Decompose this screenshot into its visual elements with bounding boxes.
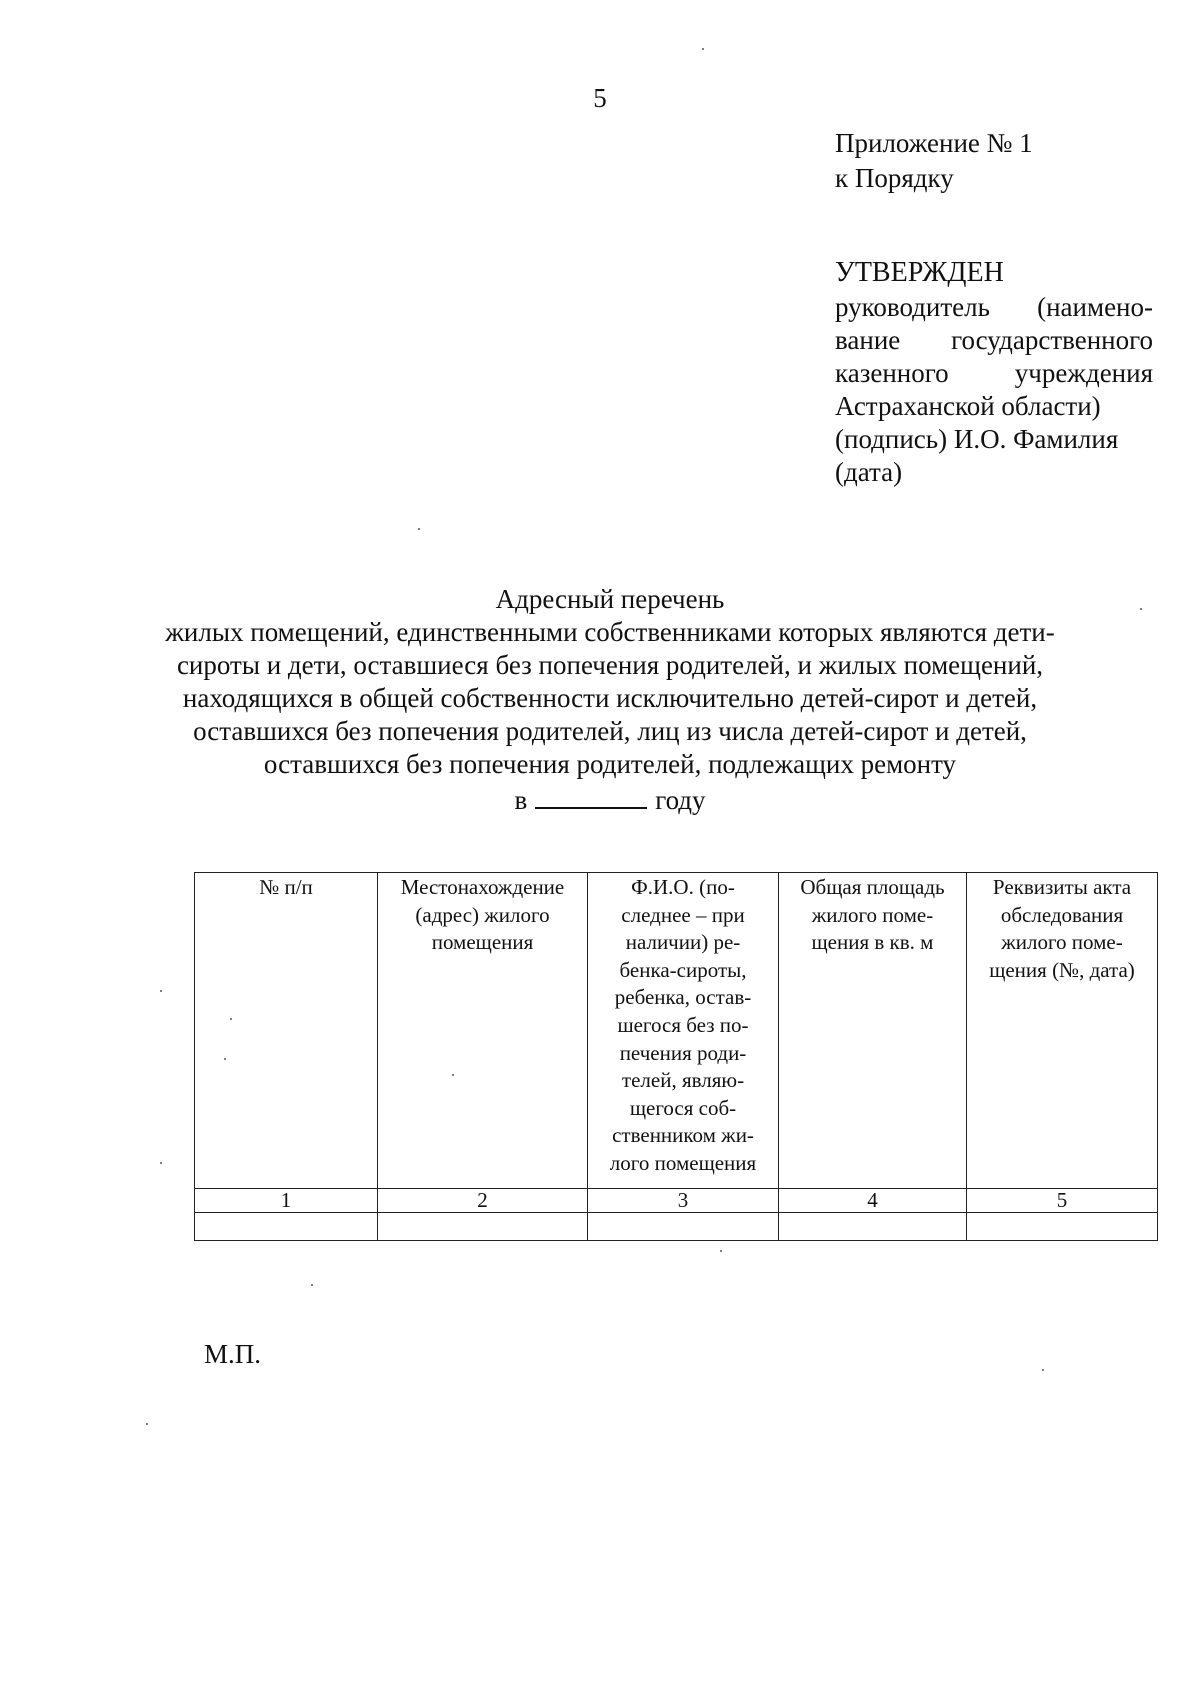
approval-line-1-b: (наимено- xyxy=(1037,292,1153,322)
table-cell xyxy=(195,1213,378,1241)
title-line-6: оставшихся без попечения родителей, подлежащих ремонту xyxy=(263,749,957,779)
approval-title: УТВЕРЖДЕН xyxy=(835,257,1004,288)
title-line-1: Адресный перечень xyxy=(495,584,725,614)
page-number: 5 xyxy=(593,83,607,113)
approval-line-1-a: руководитель xyxy=(835,292,990,322)
scan-speck xyxy=(311,1284,313,1286)
title-line-3: сироты и дети, оставшиеся без попечения родителей, и жилых помещений, xyxy=(176,650,1044,680)
scan-speck xyxy=(418,528,420,530)
approval-line-2-b: государственного xyxy=(951,325,1153,355)
approval-line-6: (дата) xyxy=(835,457,903,487)
title-line-2: жилых помещений, единственными собственниками которых являются дети- xyxy=(165,617,1055,647)
header-cell-line: жилого поме- xyxy=(1001,930,1123,955)
header-cell-line: помещения xyxy=(431,930,534,955)
table-header-row xyxy=(195,873,1158,1189)
appendix-line-2: к Порядку xyxy=(835,163,954,193)
table-cell xyxy=(779,1213,967,1241)
title-line-5: оставшихся без попечения родителей, лиц из числа детей-сирот и детей, xyxy=(193,716,1027,746)
header-cell-line: Реквизиты акта xyxy=(992,875,1132,899)
approval-block xyxy=(835,255,1153,489)
header-cell-location xyxy=(378,873,588,1189)
table-row xyxy=(195,1213,1158,1241)
header-cell-line: щения (№, дата) xyxy=(989,957,1135,982)
header-cell-number xyxy=(195,873,378,1189)
header-cell-line: бенка-сироты, xyxy=(619,957,747,982)
header-cell-inspection-act xyxy=(967,873,1158,1189)
header-cell-line: ребенка, остав- xyxy=(614,985,752,1010)
appendix-line-1: Приложение № 1 xyxy=(835,128,1033,158)
header-cell-line: Ф.И.О. (по- xyxy=(631,875,735,899)
approval-line-4: Астраханской области) xyxy=(835,391,1101,421)
approval-line-3-a: казенного xyxy=(835,358,949,388)
approval-line-1 xyxy=(835,291,1153,324)
scan-speck xyxy=(230,1018,232,1020)
approval-line-3 xyxy=(835,357,1153,390)
header-cell-line: (адрес) жилого xyxy=(415,902,550,927)
header-cell-area xyxy=(779,873,967,1189)
approval-line-3-b: учреждения xyxy=(1014,358,1153,388)
column-number-5: 5 xyxy=(967,1189,1158,1213)
year-line xyxy=(160,781,1060,817)
header-cell-line: телей, являю- xyxy=(621,1068,745,1093)
stamp-placeholder: М.П. xyxy=(204,1339,262,1369)
document-title xyxy=(160,583,1060,817)
appendix-reference xyxy=(835,126,1033,196)
table-cell xyxy=(967,1213,1158,1241)
header-cell-owner-name xyxy=(588,873,779,1189)
column-number-2: 2 xyxy=(378,1189,588,1213)
scan-speck xyxy=(160,990,162,992)
approval-line-5: (подпись) И.О. Фамилия xyxy=(835,424,1119,454)
column-number-4: 4 xyxy=(779,1189,967,1213)
scan-speck xyxy=(160,1162,162,1164)
scan-speck xyxy=(702,48,704,50)
year-suffix: году xyxy=(655,785,706,815)
header-cell-line: печения роди- xyxy=(619,1040,747,1065)
header-cell-line: Местонахождение xyxy=(400,875,565,899)
header-cell-line: обследования xyxy=(1000,902,1124,927)
scan-speck xyxy=(1042,1369,1044,1371)
header-cell-line: щения в кв. м xyxy=(811,930,934,955)
scan-speck xyxy=(1140,608,1142,610)
header-cell-line: ственником жи- xyxy=(612,1123,754,1148)
header-cell-line: шегося без по- xyxy=(617,1012,749,1037)
table-cell xyxy=(378,1213,588,1241)
year-prefix: в xyxy=(514,785,528,815)
column-number-row xyxy=(195,1189,1158,1213)
approval-line-2 xyxy=(835,324,1153,357)
scan-speck xyxy=(720,1250,722,1252)
housing-register-table xyxy=(194,872,1158,1241)
scan-speck xyxy=(452,1074,454,1076)
header-cell-line: лого помещения xyxy=(609,1150,757,1175)
header-cell-line: наличии) ре- xyxy=(625,930,741,955)
column-number-1: 1 xyxy=(195,1189,378,1213)
header-cell-line: щегося соб- xyxy=(629,1095,737,1120)
header-cell-line: Общая площадь xyxy=(800,875,945,899)
year-blank-field xyxy=(535,781,647,809)
header-cell-line: следнее – при xyxy=(621,902,745,927)
header-cell-line: № п/п xyxy=(259,875,313,899)
scan-speck xyxy=(224,1058,226,1060)
approval-line-2-a: вание xyxy=(835,325,901,355)
scan-speck xyxy=(146,1423,148,1425)
header-cell-line: жилого поме- xyxy=(811,902,934,927)
column-number-3: 3 xyxy=(588,1189,779,1213)
title-line-4: находящихся в общей собственности исключительно детей-сирот и детей, xyxy=(182,683,1038,713)
table-cell xyxy=(588,1213,779,1241)
